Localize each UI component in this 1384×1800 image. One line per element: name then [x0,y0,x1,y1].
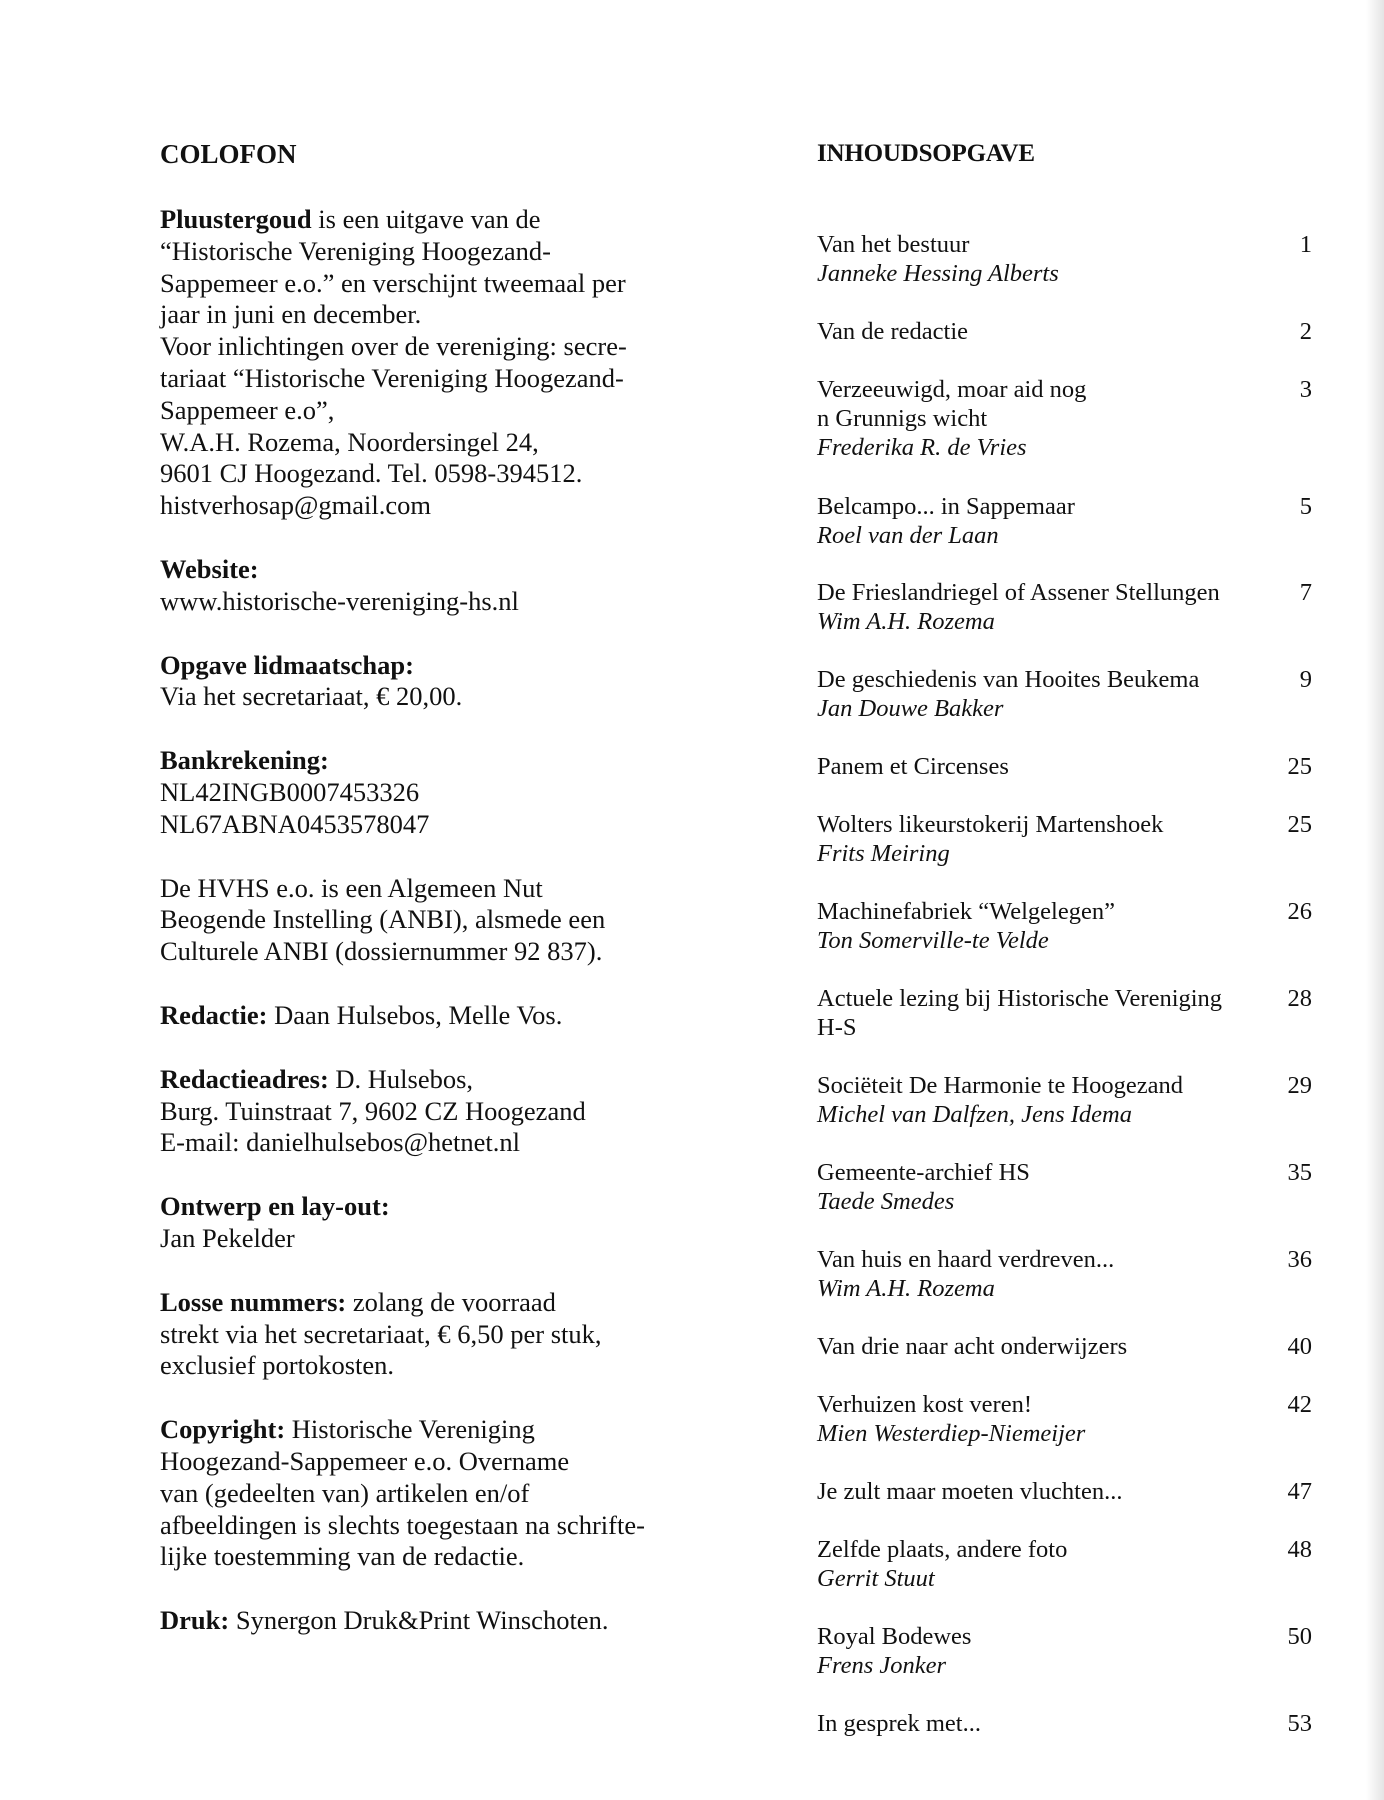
toc-entry-title-cont: n Grunnigs wicht [817,405,988,432]
toc-heading: INHOUDSOPGAVE [817,140,1035,167]
toc-entry-page: 5 [1299,493,1312,520]
editors-label: Redactie: [160,999,268,1030]
back-issues-line: exclusief portokosten. [160,1350,395,1381]
toc-entry-page: 29 [1287,1072,1312,1099]
back-issues-line: strekt via het secretariaat, € 6,50 per stuk, [160,1318,602,1349]
bank-account: NL42INGB0007453326 [160,776,420,807]
toc-entry [817,1709,1312,1738]
toc-entry [817,1477,1312,1506]
toc-entry-page: 7 [1299,579,1312,606]
toc-entry [817,1158,1312,1216]
back-issues-block [160,1287,700,1382]
toc-entry [817,1622,1312,1680]
intro-line: Sappemeer e.o”, [160,394,335,425]
editors-text: Daan Hulsebos, Melle Vos. [267,999,563,1030]
anbi-block [160,873,700,968]
website-label: Website: [160,553,259,584]
design-label: Ontwerp en lay-out: [160,1191,390,1222]
anbi-line: Culturele ANBI (dossiernummer 92 837). [160,936,603,967]
toc-entry-author: Ton Somerville-te Velde [817,927,1049,954]
membership-label: Opgave lidmaatschap: [160,649,414,680]
toc-entry-author: Frens Jonker [817,1652,947,1679]
toc-entry [817,665,1312,723]
toc-entry [817,375,1312,462]
editor-address-name: D. Hulsebos, [328,1063,474,1094]
toc-entry-author: Frits Meiring [817,840,950,867]
copyright-block [160,1414,700,1573]
toc-entry-author: Wim A.H. Rozema [817,608,995,635]
toc-entry-title: De Frieslandriegel of Assener Stellungen [817,579,1220,606]
copyright-line: lijke toestemming van de redactie. [160,1541,525,1572]
editor-address-label: Redactieadres: [160,1063,329,1094]
toc-entry [817,1071,1312,1129]
toc-entry-page: 40 [1287,1333,1312,1360]
toc-entry-author: Michel van Dalfzen, Jens Idema [817,1101,1132,1128]
table-of-contents [817,138,1312,1737]
bank-block [160,745,700,840]
toc-entry-author: Frederika R. de Vries [817,434,1027,461]
toc-entry-title: Sociëteit De Harmonie te Hoogezand [817,1072,1184,1099]
copyright-line: Hoogezand-Sappemeer e.o. Overname [160,1445,570,1476]
editor-address-block [160,1064,700,1159]
toc-entry-title: Machinefabriek “Welgelegen” [817,898,1115,925]
toc-entry [817,317,1312,346]
toc-entry [817,1390,1312,1448]
toc-entry-title: Verzeeuwigd, moar aid nog [817,376,1087,403]
toc-entry-author: Gerrit Stuut [817,1565,935,1592]
toc-entry-page: 48 [1287,1536,1312,1563]
print-label: Druk: [160,1605,230,1636]
intro-phone: 9601 CJ Hoogezand. Tel. 0598-394512. [160,458,583,489]
toc-entry-title-cont: H-S [817,1014,857,1041]
toc-entry-page: 26 [1287,898,1312,925]
membership-block [160,650,700,714]
toc-entry-author: Jan Douwe Bakker [817,695,1004,722]
toc-entry [817,810,1312,868]
contact-email: histverhosap@gmail.com [160,490,431,521]
toc-entry-page: 47 [1287,1478,1312,1505]
toc-entry [817,752,1312,781]
colofon-section [160,138,700,1669]
toc-entry [817,492,1312,550]
editors-block [160,1000,700,1032]
toc-entry-author: Wim A.H. Rozema [817,1275,995,1302]
toc-entry-author: Mien Westerdiep-Niemeijer [817,1420,1086,1447]
copyright-line: afbeeldingen is slechts toegestaan na schrifte- [160,1509,645,1540]
toc-entry-title: Belcampo... in Sappemaar [817,493,1075,520]
colofon-intro [160,204,700,522]
anbi-line: Beogende Instelling (ANBI), alsmede een [160,904,606,935]
copyright-line: van (gedeelten van) artikelen en/of [160,1477,530,1508]
toc-entry-page: 2 [1299,318,1312,345]
membership-text: Via het secretariaat, € 20,00. [160,681,463,712]
toc-entry-title: Van de redactie [817,318,968,345]
toc-entry-author: Taede Smedes [817,1188,955,1215]
anbi-line: De HVHS e.o. is een Algemeen Nut [160,872,543,903]
toc-entry-page: 50 [1287,1623,1312,1650]
back-issues-text: zolang de voorraad [346,1286,556,1317]
toc-entry-title: Verhuizen kost veren! [817,1391,1032,1418]
toc-entry [817,230,1312,288]
colofon-heading: COLOFON [160,139,297,169]
toc-entry-title: De geschiedenis van Hooites Beukema [817,666,1200,693]
toc-entry [817,1535,1312,1593]
toc-entry-title: Van huis en haard verdreven... [817,1246,1115,1273]
toc-entry [817,897,1312,955]
toc-entry-page: 25 [1287,753,1312,780]
toc-entry [817,1332,1312,1361]
copyright-text: Historische Vereniging [285,1414,535,1445]
toc-entry-title: Je zult maar moeten vluchten... [817,1478,1123,1505]
intro-line: tariaat “Historische Vereniging Hoogezand- [160,362,624,393]
design-text: Jan Pekelder [160,1222,295,1253]
bank-account: NL67ABNA0453578047 [160,808,430,839]
page-edge-shadow [1366,0,1384,1800]
toc-entry [817,1245,1312,1303]
intro-line: “Historische Vereniging Hoogezand- [160,235,552,266]
brand-name: Pluustergoud [160,204,312,234]
toc-entry-title: Wolters likeurstokerij Martenshoek [817,811,1164,838]
toc-entry-title: Zelfde plaats, andere foto [817,1536,1068,1563]
toc-entry-page: 35 [1287,1159,1312,1186]
toc-entry-title: Actuele lezing bij Historische Vereniging [817,985,1223,1012]
toc-entry-author: Janneke Hessing Alberts [817,260,1059,287]
toc-entry-page: 25 [1287,811,1312,838]
website-url: www.historische-vereniging-hs.nl [160,585,519,616]
toc-entry-title: Van het bestuur [817,231,970,258]
toc-entry-page: 42 [1287,1391,1312,1418]
copyright-label: Copyright: [160,1414,286,1445]
back-issues-label: Losse nummers: [160,1286,347,1317]
design-block [160,1191,700,1255]
toc-entry [817,984,1312,1042]
toc-entry-page: 53 [1287,1710,1312,1737]
toc-entry-title: Panem et Circenses [817,753,1009,780]
toc-entry [817,578,1312,636]
editor-email: E-mail: danielhulsebos@hetnet.nl [160,1127,520,1158]
toc-entry-title: Royal Bodewes [817,1623,972,1650]
print-text: Synergon Druk&Print Winschoten. [229,1605,609,1636]
bank-label: Bankrekening: [160,745,329,776]
toc-entry-page: 36 [1287,1246,1312,1273]
toc-entry-page: 3 [1299,376,1312,403]
toc-entry-page: 28 [1287,985,1312,1012]
intro-line: Sappemeer e.o.” en verschijnt tweemaal per [160,267,626,298]
toc-entry-author: Roel van der Laan [817,522,999,549]
intro-address: W.A.H. Rozema, Noordersingel 24, [160,426,539,457]
intro-line: jaar in juni en december. [160,299,422,330]
intro-line: Voor inlichtingen over de vereniging: secre- [160,331,627,362]
toc-entry-title: Van drie naar acht onderwijzers [817,1333,1128,1360]
intro-line: is een uitgave van de [311,204,541,234]
print-block [160,1605,700,1637]
toc-entry-title: Gemeente-archief HS [817,1159,1030,1186]
editor-address-street: Burg. Tuinstraat 7, 9602 CZ Hoogezand [160,1095,586,1126]
toc-entry-title: In gesprek met... [817,1710,981,1737]
toc-entry-page: 9 [1299,666,1312,693]
website-block [160,554,700,618]
toc-entry-page: 1 [1299,231,1312,258]
